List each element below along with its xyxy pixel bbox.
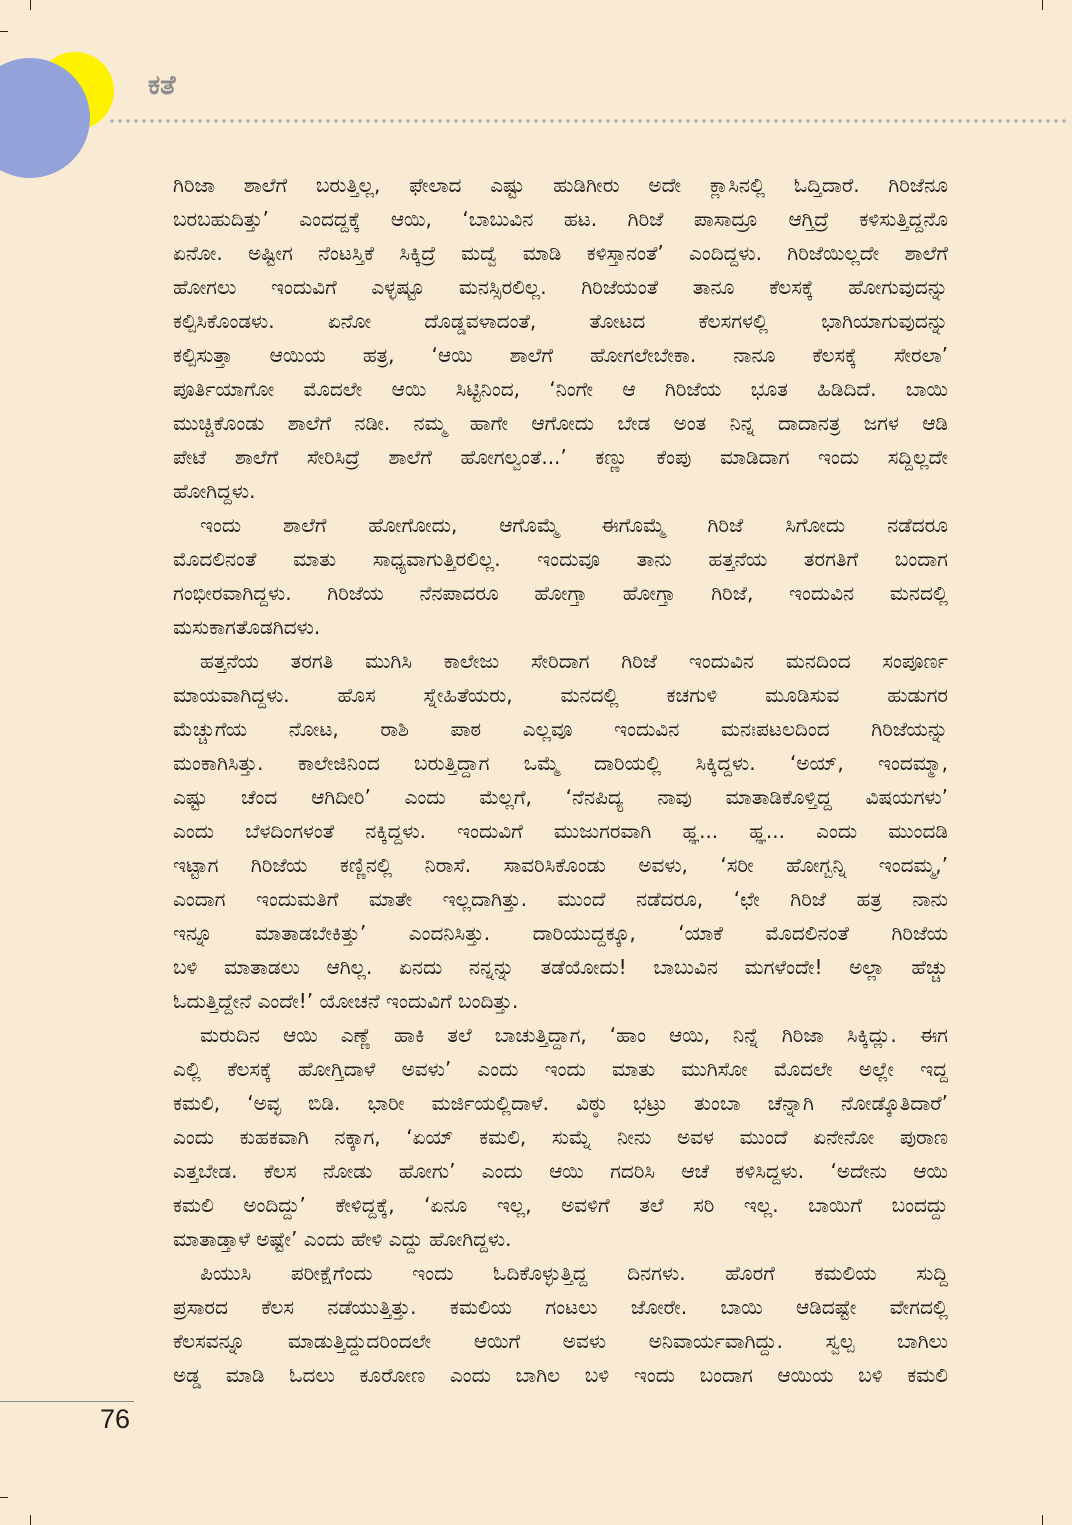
text-line: ಹೋಗಿದ್ದಳು. [173, 479, 256, 503]
crop-mark [0, 31, 8, 32]
crop-mark [1042, 1515, 1043, 1525]
text-line: ಏನೋ. ಅಷ್ಟೀಗ ನೆಂಟಸ್ತಿಕೆ ಸಿಕ್ಕಿದ್ರೆ ಮದ್ವೆ ಮಾಡಿ ಕಳಿಸ್ತಾನಂತೆ’ ಎಂದಿದ್ದಳು. ಗಿರಿಜೆಯಿಲ್ಲದೇ ಶಾಲೆಗೆ [173, 241, 948, 265]
page-number: 76 [100, 1404, 131, 1434]
text-line: ಮರುದಿನ ಆಯಿ ಎಣ್ಣೆ ಹಾಕಿ ತಲೆ ಬಾಚುತ್ತಿದ್ದಾಗ, ‘ಹಾಂ ಆಯಿ, ನಿನ್ನೆ ಗಿರಿಜಾ ಸಿಕ್ಕಿದ್ಲು. ಈಗ [200, 1023, 948, 1047]
paragraph [173, 168, 948, 508]
text-line: ಪೂರ್ತಿಯಾಗೋ ಮೊದಲೇ ಆಯಿ ಸಿಟ್ಟಿನಿಂದ, ‘ನಿಂಗೇ ಆ ಗಿರಿಜೆಯ ಭೂತ ಹಿಡಿದಿದೆ. ಬಾಯಿ [173, 377, 948, 401]
paragraph [173, 508, 948, 644]
text-line: ಹೋಗಲು ಇಂದುವಿಗೆ ಎಳ್ಳಷ್ಟೂ ಮನಸ್ಸಿರಲಿಲ್ಲ. ಗಿರಿಜೆಯಂತೆ ತಾನೂ ಕೆಲಸಕ್ಕೆ ಹೋಗುವುದನ್ನು [173, 275, 948, 299]
text-line: ಮಂಕಾಗಿಸಿತ್ತು. ಕಾಲೇಜಿನಿಂದ ಬರುತ್ತಿದ್ದಾಗ ಒಮ್ಮೆ ದಾರಿಯಲ್ಲಿ ಸಿಕ್ಕಿದ್ದಳು. ‘ಅಯ್, ಇಂದಮ್ಮಾ, [173, 751, 948, 775]
text-line: ಪಿಯುಸಿ ಪರೀಕ್ಷೆಗೆಂದು ಇಂದು ಓದಿಕೊಳ್ಳುತ್ತಿದ್ದ ದಿನಗಳು. ಹೊರಗೆ ಕಮಲಿಯ ಸುದ್ದಿ [200, 1261, 948, 1285]
text-line: ಎಂದಾಗ ಇಂದುಮತಿಗೆ ಮಾತೇ ಇಲ್ಲದಾಗಿತ್ತು. ಮುಂದೆ ನಡೆದರೂ, ‘ಛೇ ಗಿರಿಜೆ ಹತ್ರ ನಾನು [173, 887, 948, 911]
story-text [173, 168, 948, 1392]
text-line: ಎಷ್ಟು ಚೆಂದ ಆಗಿದೀರಿ’ ಎಂದು ಮೆಲ್ಲಗೆ, ‘ನೆನಪಿದ್ಯ ನಾವು ಮಾತಾಡಿಕೊಳ್ತಿದ್ದ ವಿಷಯಗಳು’ [173, 785, 948, 809]
paragraph [173, 1018, 948, 1256]
text-line: ಕಲ್ಪಿಸಿಕೊಂಡಳು. ಏನೋ ದೊಡ್ಡವಳಾದಂತೆ, ತೋಟದ ಕೆಲಸಗಳಲ್ಲಿ ಭಾಗಿಯಾಗುವುದನ್ನು [173, 309, 948, 333]
text-line: ಮಸುಕಾಗತೊಡಗಿದಳು. [173, 615, 321, 639]
text-line: ಮೆಚ್ಚುಗೆಯ ನೋಟ, ರಾಶಿ ಪಾಠ ಎಲ್ಲವೂ ಇಂದುವಿನ ಮನಃಪಟಲದಿಂದ ಗಿರಿಜೆಯನ್ನು [173, 717, 948, 741]
text-line: ಪೇಟೆ ಶಾಲೆಗೆ ಸೇರಿಸಿದ್ರೆ ಶಾಲೆಗೆ ಹೋಗಲ್ವಂತೆ...’ ಕಣ್ಣು ಕೆಂಪು ಮಾಡಿದಾಗ ಇಂದು ಸದ್ದಿಲ್ಲದೇ [173, 445, 948, 469]
text-line: ಎಂದು ಕುಹಕವಾಗಿ ನಕ್ಕಾಗ, ‘ಏಯ್ ಕಮಲಿ, ಸುಮ್ನೆ ನೀನು ಅವಳ ಮುಂದೆ ಏನೇನೋ ಪುರಾಣ [173, 1125, 948, 1149]
text-line: ಮಾಯವಾಗಿದ್ದಳು. ಹೊಸ ಸ್ನೇಹಿತೆಯರು, ಮನದಲ್ಲಿ ಕಚಗುಳಿ ಮೂಡಿಸುವ ಹುಡುಗರ [173, 683, 948, 707]
text-line: ಇನ್ನೂ ಮಾತಾಡಬೇಕಿತ್ತು’ ಎಂದನಿಸಿತ್ತು. ದಾರಿಯುದ್ದಕ್ಕೂ, ‘ಯಾಕೆ ಮೊದಲಿನಂತೆ ಗಿರಿಜೆಯ [173, 921, 948, 945]
text-line: ಮುಚ್ಚಿಕೊಂಡು ಶಾಲೆಗೆ ನಡೀ. ನಮ್ಮ ಹಾಗೇ ಆಗೋದು ಬೇಡ ಅಂತ ನಿನ್ನ ದಾದಾನತ್ರ ಜಗಳ ಆಡಿ [173, 411, 948, 435]
paragraph [173, 644, 948, 1018]
text-line: ಓದುತ್ತಿದ್ದೇನೆ ಎಂದೇ!’ ಯೋಚನೆ ಇಂದುವಿಗೆ ಬಂದಿತ್ತು. [173, 989, 519, 1013]
text-line: ಎಂದು ಬೆಳದಿಂಗಳಂತೆ ನಕ್ಕಿದ್ದಳು. ಇಂದುವಿಗೆ ಮುಜುಗರವಾಗಿ ಹ್ಞ... ಹ್ಞ... ಎಂದು ಮುಂದಡಿ [173, 819, 948, 843]
text-line: ಬಳಿ ಮಾತಾಡಲು ಆಗಿಲ್ಲ. ಏನದು ನನ್ನನ್ನು ತಡೆಯೋದು! ಬಾಬುವಿನ ಮಗಳೆಂದೇ! ಅಲ್ಲಾ ಹೆಚ್ಚು [173, 955, 948, 979]
text-line: ಗಿರಿಜಾ ಶಾಲೆಗೆ ಬರುತ್ತಿಲ್ಲ, ಫೇಲಾದ ಎಷ್ಟು ಹುಡಿಗೀರು ಅದೇ ಕ್ಲಾಸಿನಲ್ಲಿ ಓದ್ತಿದಾರೆ. ಗಿರಿಜೆನೂ [173, 173, 948, 197]
text-line: ಎಲ್ಲಿ ಕೆಲಸಕ್ಕೆ ಹೋಗ್ತಿದಾಳೆ ಅವಳು’ ಎಂದು ಇಂದು ಮಾತು ಮುಗಿಸೋ ಮೊದಲೇ ಅಲ್ಲೇ ಇದ್ದ [173, 1057, 948, 1081]
crop-mark [30, 1515, 31, 1525]
text-line: ಕಮಲಿ, ‘ಅವ್ಳ ಬಿಡಿ. ಭಾರೀ ಮರ್ಜಿಯಲ್ಲಿದಾಳೆ. ವಿಠ್ಠು ಭಟ್ರು ತುಂಬಾ ಚೆನ್ನಾಗಿ ನೋಡ್ಕೊತಿದಾರೆ’ [173, 1091, 948, 1115]
text-line: ಎತ್ತಬೇಡ. ಕೆಲಸ ನೋಡು ಹೋಗು’ ಎಂದು ಆಯಿ ಗದರಿಸಿ ಆಚೆ ಕಳಿಸಿದ್ದಳು. ‘ಅದೇನು ಆಯಿ [173, 1159, 948, 1183]
text-line: ಪ್ರಸಾರದ ಕೆಲಸ ನಡೆಯುತ್ತಿತ್ತು. ಕಮಲಿಯ ಗಂಟಲು ಜೋರೇ. ಬಾಯಿ ಆಡಿದಷ್ಟೇ ವೇಗದಲ್ಲಿ [173, 1295, 948, 1319]
text-line: ಕೆಲಸವನ್ನೂ ಮಾಡುತ್ತಿದ್ದುದರಿಂದಲೇ ಆಯಿಗೆ ಅವಳು ಅನಿವಾರ್ಯವಾಗಿದ್ದು. ಸ್ವಲ್ಪ ಬಾಗಿಲು [173, 1329, 948, 1353]
text-line: ಬರಬಹುದಿತ್ತು’ ಎಂದದ್ದಕ್ಕೆ ಆಯಿ, ‘ಬಾಬುವಿನ ಹಟ. ಗಿರಿಜೆ ಪಾಸಾದ್ರೂ ಆಗ್ತಿದ್ರೆ ಕಳಿಸುತ್ತಿದ್ದನೊ [173, 207, 948, 231]
crop-mark [1042, 0, 1043, 10]
text-line: ಹತ್ತನೆಯ ತರಗತಿ ಮುಗಿಸಿ ಕಾಲೇಜು ಸೇರಿದಾಗ ಗಿರಿಜೆ ಇಂದುವಿನ ಮನದಿಂದ ಸಂಪೂರ್ಣ [200, 649, 948, 673]
text-line: ಮಾತಾಡ್ತಾಳೆ ಅಷ್ಟೇ’ ಎಂದು ಹೇಳಿ ಎದ್ದು ಹೋಗಿದ್ದಳು. [173, 1227, 512, 1251]
paragraph [173, 1256, 948, 1392]
text-line: ಗಂಭೀರವಾಗಿದ್ದಳು. ಗಿರಿಜೆಯ ನೆನಪಾದರೂ ಹೋಗ್ತಾ ಹೋಗ್ತಾ ಗಿರಿಜೆ, ಇಂದುವಿನ ಮನದಲ್ಲಿ [173, 581, 948, 605]
dotted-rule [108, 118, 1068, 124]
section-title: ಕತೆ [148, 70, 176, 101]
text-line: ಕಮಲಿ ಅಂದಿದ್ದು’ ಕೇಳಿದ್ದಕ್ಕೆ, ‘ಏನೂ ಇಲ್ಲ, ಅವಳಿಗೆ ತಲೆ ಸರಿ ಇಲ್ಲ. ಬಾಯಿಗೆ ಬಂದದ್ದು [173, 1193, 948, 1217]
text-line: ಇಟ್ಟಾಗ ಗಿರಿಜೆಯ ಕಣ್ಣಿನಲ್ಲಿ ನಿರಾಸೆ. ಸಾವರಿಸಿಕೊಂಡು ಅವಳು, ‘ಸರೀ ಹೋಗ್ಬನ್ನಿ ಇಂದಮ್ಮ,’ [173, 853, 948, 877]
text-line: ಕಲ್ಪಿಸುತ್ತಾ ಆಯಿಯ ಹತ್ರ, ‘ಆಯಿ ಶಾಲೆಗೆ ಹೋಗಲೇಬೇಕಾ. ನಾನೂ ಕೆಲಸಕ್ಕೆ ಸೇರಲಾ’ [173, 343, 948, 367]
text-line: ಇಂದು ಶಾಲೆಗೆ ಹೋಗೋದು, ಆಗೊಮ್ಮೆ ಈಗೊಮ್ಮೆ ಗಿರಿಜೆ ಸಿಗೋದು ನಡೆದರೂ [200, 513, 948, 537]
crop-mark [30, 0, 31, 10]
crop-mark [0, 1497, 8, 1498]
text-line: ಅಡ್ಡ ಮಾಡಿ ಓದಲು ಕೂರೋಣ ಎಂದು ಬಾಗಿಲ ಬಳಿ ಇಂದು ಬಂದಾಗ ಆಯಿಯ ಬಳಿ ಕಮಲಿ [173, 1363, 948, 1387]
text-line: ಮೊದಲಿನಂತೆ ಮಾತು ಸಾಧ್ಯವಾಗುತ್ತಿರಲಿಲ್ಲ. ಇಂದುವೂ ತಾನು ಹತ್ತನೆಯ ತರಗತಿಗೆ ಬಂದಾಗ [173, 547, 948, 571]
